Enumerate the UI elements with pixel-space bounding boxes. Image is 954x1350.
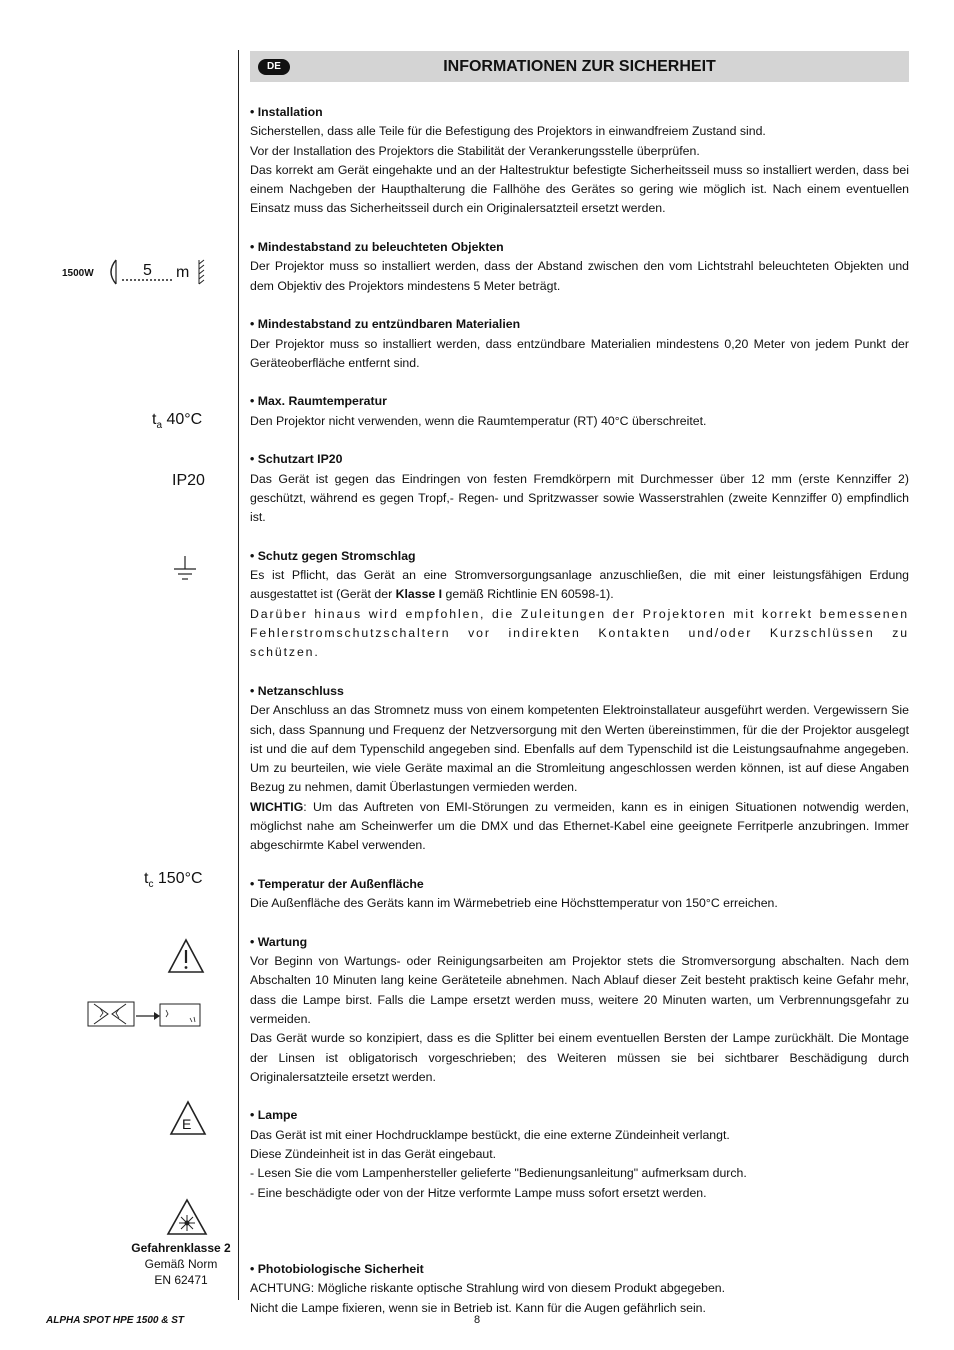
ignitor-lamp-icon [169, 1100, 207, 1136]
lens-replacement-icon [86, 998, 204, 1032]
flammable-section: • Mindestabstand zu entzündbaren Materialien Der Projektor muss so installiert werden, dass entzündbare Materialien mindestens 0,20 Meter von jedem Punkt der Geräteoberfläche entfernt sind. [250, 317, 909, 370]
installation-section: • Installation Sicherstellen, dass alle Teile für die Befestigung des Projektors in einwandfreiem Zustand sind. Vor der Installation des Projektors die Stabilität der Verankerungsstelle überprüfen. Das korrekt am Gerät eingehakte und an der Haltestruktur befestigte Sicherheitsseil muss so installiert werden, dass bei einem Nachgeben der Haupthalterung die Fallhöhe des Gerätes so gering wie möglich ist. Nach einem eventuellen Einsatz muss das Sicherheitsseil durch ein Originalersatzteil ersetzt werden. [250, 105, 909, 216]
mains-section: • Netzanschluss Der Anschluss an das Stromnetz muss von einem kompetenten Elektroinstallateur ausgeführt werden. Vergewissern Sie sich, dass Spannung und Frequenz der Netzversorgung mit den Werten übereinstimmen, für die der Projektor ausgelegt ist und die auf dem Typenschild angegeben sind. Ebenfalls auf dem Typenschild ist die Leistungsaufnahme angegeben. Um zu beurteilen, wie viele Geräte maximal an die Stromleitung angeschlossen werden können, ist auf diese Angaben Bezug zu nehmen, damit Überlastungen vermieden werden. WICHTIG: Um das Auftreten von EMI-Störungen zu vermeiden, kann es in einigen Situationen notwendig werden, möglichst nahe am Scheinwerfer um die DMX und das Ethernet-Kabel eine geeignete Ferritperle anzubringen. Immer abgeschirmte Kabel verwenden. [250, 683, 909, 853]
room-temp-label: $t_a$ 40°C [152, 411, 203, 432]
distance-section: • Mindestabstand zu beleuchteten Objekten Der Projektor muss so installiert werden, dass der Abstand zwischen den vom Lichtstrahl beleuchteten Objekten und dem Objektiv des Projektors mindestens 5 Meter beträgt. [250, 240, 909, 293]
surface-temp-section: • Temperatur der Außenfläche Die Außenfläche des Geräts kann im Wärmebetrieb eine Höchsttemperatur von 150°C erreichen. [250, 876, 778, 911]
distance-watt-label: 1500W [62, 268, 94, 279]
lamp-section: • Lampe Das Gerät ist mit einer Hochdrucklampe bestückt, die eine externe Zündeinheit verlangt. Diese Zündeinheit ist in das Gerät eingebaut. - Lesen Sie die vom Lampenhersteller gelieferte "Bedienungsanleitung" aufmerksam durch. - Eine beschädigte oder von der Hitze verformte Lampe muss sofort ersetzt werden. [250, 1108, 747, 1200]
ip-rating-label: IP20 [172, 472, 205, 489]
warning-icon [167, 938, 205, 974]
earth-ground-icon [172, 556, 198, 584]
distance-unit: m [176, 264, 190, 281]
section-header [250, 51, 909, 82]
shock-section: • Schutz gegen Stromschlag Es ist Pflicht, das Gerät an eine Stromversorgungsanlage anzuschließen, die mit einer leistungsfähigen Erdung ausgestattet ist (Gerät der Klasse I gemäß Richtlinie EN 60598-1). Darüber hinaus wird empfohlen, die Zuleitungen der Projektoren mit korrekt bemessenen Fehlerstromschutzschaltern vor indirekten Kontakten und/oder Kurzschlüssen zu schützen. [250, 548, 909, 660]
page-number: 8 [473, 1314, 481, 1326]
ip-section: • Schutzart IP20 Das Gerät ist gegen das Eindringen von festen Fremdkörpern mit Durchmesser über 12 mm (erste Kennziffer 2) geschützt, während es gegen Tropf,- Regen- und Spritzwasser sowie Wasserstrahlen (zweite Kennziffer 0) empfindlich ist. [250, 452, 909, 525]
photobio-section: • Photobiologische Sicherheit ACHTUNG: Mögliche riskante optische Strahlung wird von diesem Produkt abgegeben. Nicht die Lampe fixieren, wenn sie in Betrieb ist. Kann für die Augen gefährlich sein. [250, 1261, 726, 1315]
surface-temp-label: $t_c$ 150°C [144, 870, 203, 891]
ignitor-letter: E [182, 1116, 192, 1132]
footer-model: ALPHA SPOT HPE 1500 & ST [46, 1315, 184, 1326]
margin-divider [238, 50, 239, 1300]
distance-value: 5 [143, 262, 152, 279]
page-title: INFORMATIONEN ZUR SICHERHEIT [443, 58, 716, 75]
language-badge: DE [258, 59, 290, 75]
maintenance-section: • Wartung Vor Beginn von Wartungs- oder Reinigungsarbeiten am Projektor stets die Stromversorgung abschalten. Nach dem Abschalten 10 Minuten lang keine Geräteteile abnehmen. Nach Ablauf dieser Zeit besteht praktisch keine Gefahr mehr, dass die Lampe birst. Falls die Lampe ersetzt werden muss, weitere 20 Minuten warten, um Verbrennungsgefahr zu vermeiden. Das Gerät wurde so konzipiert, dass es die Splitter bei einem eventuellen Bersten der Lampe zurückhält. Die Montage der Linsen ist obligatorisch vorgeschrieben; des Weiteren müssen sie bei sichtbarer Beschädigung durch Originalersatzteile ersetzt werden. [250, 934, 909, 1084]
safety-content [250, 103, 909, 1337]
room-temp-section: • Max. Raumtemperatur Den Projektor nicht verwenden, wenn die Raumtemperatur (RT) 40°C überschreitet. [250, 394, 707, 428]
risk-class-label: Gefahrenklasse 2 Gemäß Norm EN 62471 [131, 1241, 231, 1287]
laser-radiation-icon [166, 1198, 208, 1236]
